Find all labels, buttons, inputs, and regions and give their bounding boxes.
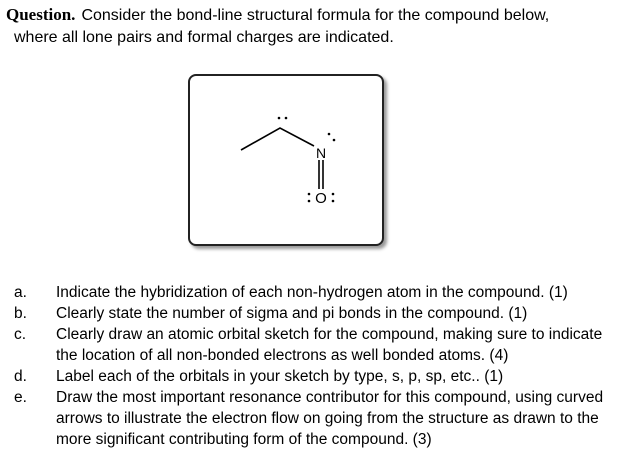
question-label: Question. [6, 5, 76, 24]
list-item: e. Draw the most important resonance contributor for this compound, using curved arrows to illustrate the electron flow on going from the structure as drawn to the more significant contributing form of the compound. (3) [14, 389, 604, 448]
list-item: c. Clearly draw an atomic orbital sketch for the compound, making sure to indicate the location of all non-bonded electrons as well bonded atoms. (4) [14, 326, 603, 364]
question-text-1: Consider the bond-line structural formula for the compound below, [81, 7, 550, 24]
list-item: a. Indicate the hybridization of each non-hydrogen atom in the compound. (1) [14, 284, 568, 301]
list-item: b. Clearly state the number of sigma and pi bonds in the compound. (1) [14, 305, 528, 322]
question-text-2: where all lone pairs and formal charges are indicated. [14, 29, 394, 46]
list-item: d. Label each of the orbitals in your sketch by type, s, p, sp, etc.. (1) [14, 368, 504, 385]
carbon-chain-bonds [241, 128, 314, 150]
question-parts [14, 282, 622, 450]
oxygen-atom: O [315, 190, 327, 207]
nitrogen-atom: N [315, 145, 327, 161]
